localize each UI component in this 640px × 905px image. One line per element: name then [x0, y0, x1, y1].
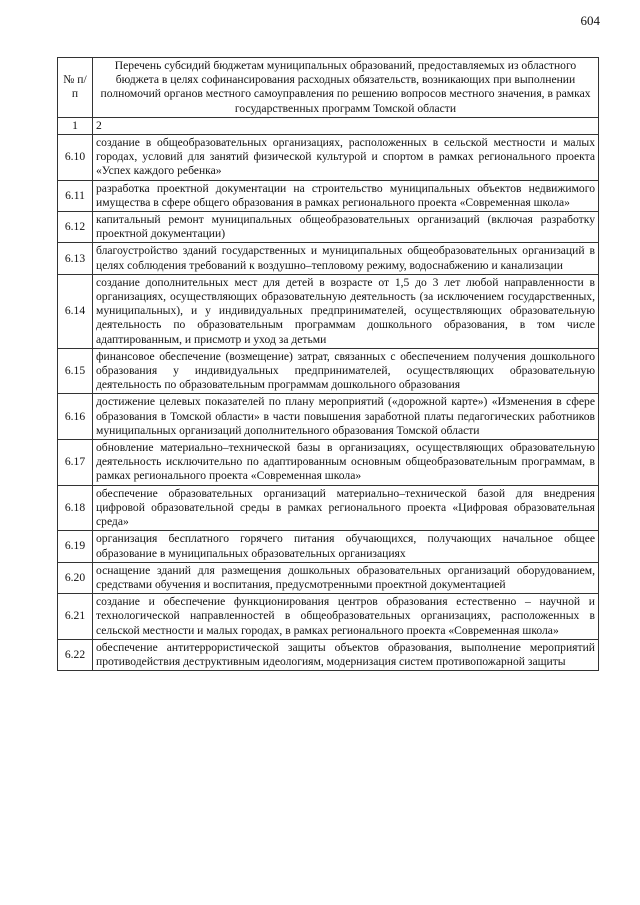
row-number: 6.21 [58, 594, 93, 640]
table-row [58, 485, 599, 531]
table-row [58, 274, 599, 348]
table-row [58, 212, 599, 243]
row-description: организация бесплатного горячего питания обучающихся, получающих начальное общее образование в муниципальных образовательных организациях [93, 531, 599, 562]
table-row [58, 243, 599, 274]
page-number: 604 [580, 13, 600, 28]
row-description: оснащение зданий для размещения дошкольных образовательных организаций оборудованием, средствами обучения и воспитания, предусмотренными проектной документацией [93, 562, 599, 593]
table-row [58, 639, 599, 670]
header-number-cell: № п/п [58, 58, 93, 118]
row-description: создание и обеспечение функционирования центров образования естественно – научной и технологической направленностей в общеобразовательных организациях, расположенных в сельской местности и малых городах, в рамках регионального проекта «Современная школа» [93, 594, 599, 640]
row-number: 6.22 [58, 639, 93, 670]
row-number: 6.17 [58, 440, 93, 486]
row-number: 6.18 [58, 485, 93, 531]
row-number: 6.10 [58, 135, 93, 181]
row-description: финансовое обеспечение (возмещение) затрат, связанных с обеспечением получения дошкольного образования у индивидуальных предпринимателей, осуществляющих образовательную деятельность по образовательным программам дошкольного образования [93, 348, 599, 394]
row-description: достижение целевых показателей по плану мероприятий («дорожной карте») «Изменения в сфере образования в Томской области» в части повышения заработной платы педагогических работников муниципальных организаций дополнительного образования Томской области [93, 394, 599, 440]
table-row [58, 394, 599, 440]
row-description: капитальный ремонт муниципальных общеобразовательных организаций (включая разработку проектной документации) [93, 212, 599, 243]
header-title-cell: Перечень субсидий бюджетам муниципальных образований, предоставляемых из областного бюджета в целях софинансирования расходных обязательств, возникающих при выполнении полномочий органов местного самоуправления по решению вопросов местного значения, в рамках государственных программ Томской области [93, 58, 599, 118]
table-row [58, 531, 599, 562]
table-body [58, 135, 599, 671]
row-description: благоустройство зданий государственных и муниципальных общеобразовательных организаций в целях соблюдения требований к воздушно–тепловому режиму, водоснабжению и канализации [93, 243, 599, 274]
row-description: обеспечение антитеррористической защиты объектов образования, выполнение мероприятий противодействия деструктивным идеологиям, модернизация систем противопожарной защиты [93, 639, 599, 670]
table-header-row [58, 58, 599, 118]
row-number: 6.19 [58, 531, 93, 562]
row-description: обновление материально–технической базы в организациях, осуществляющих образовательную деятельность исключительно по адаптированным основным общеобразовательным программам, в рамках регионального проекта «Современная школа» [93, 440, 599, 486]
column-index-row [58, 117, 599, 134]
column-index-2: 2 [93, 117, 599, 134]
table-row [58, 594, 599, 640]
row-number: 6.14 [58, 274, 93, 348]
row-number: 6.16 [58, 394, 93, 440]
table-row [58, 562, 599, 593]
table-row [58, 348, 599, 394]
table-row [58, 180, 599, 211]
row-number: 6.11 [58, 180, 93, 211]
row-number: 6.12 [58, 212, 93, 243]
subsidies-table [57, 57, 599, 671]
row-description: обеспечение образовательных организаций материально–технической базой для внедрения цифровой образовательной среды в рамках регионального проекта «Цифровая образовательная среда» [93, 485, 599, 531]
table-row [58, 440, 599, 486]
row-description: разработка проектной документации на строительство муниципальных объектов недвижимого имущества в сфере общего образования в рамках регионального проекта «Современная школа» [93, 180, 599, 211]
row-number: 6.15 [58, 348, 93, 394]
row-description: создание дополнительных мест для детей в возрасте от 1,5 до 3 лет любой направленности в организациях, осуществляющих образовательную деятельность (за исключением государственных, муниципальных), и у индивидуальных предпринимателей, осуществляющих образовательную деятельность по образовательным программам дошкольного образования, в том числе адаптированным, и присмотр и уход за детьми [93, 274, 599, 348]
row-number: 6.20 [58, 562, 93, 593]
table-row [58, 135, 599, 181]
column-index-1: 1 [58, 117, 93, 134]
row-description: создание в общеобразовательных организациях, расположенных в сельской местности и малых городах, условий для занятий физической культурой и спортом в рамках регионального проекта «Успех каждого ребенка» [93, 135, 599, 181]
row-number: 6.13 [58, 243, 93, 274]
